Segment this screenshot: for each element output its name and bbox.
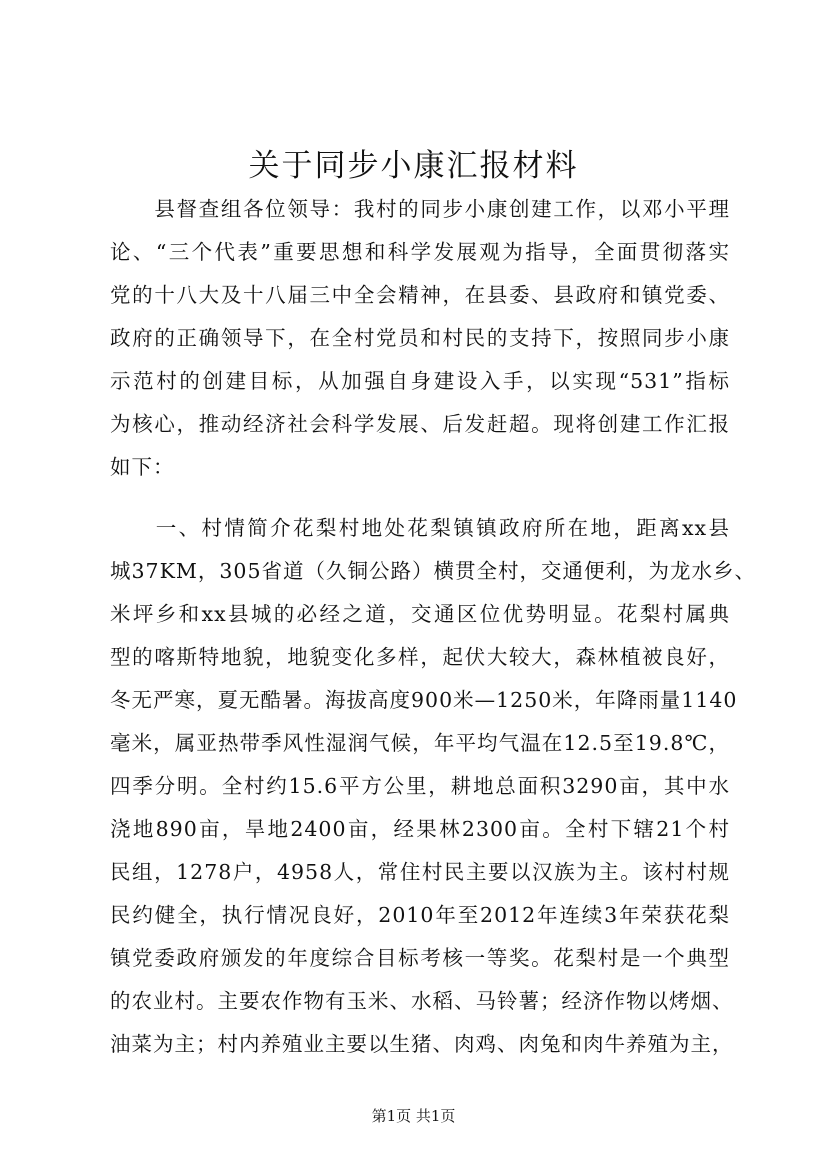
document-body	[110, 188, 757, 1066]
text-line: 民组，1278户，4958人，常住村民主要以汉族为主。该村村规	[110, 860, 730, 884]
text-line: 油菜为主；村内养殖业主要以生猪、肉鸡、肉兔和肉牛养殖为主，	[110, 1032, 734, 1056]
text-line: 为核心，推动经济社会科学发展、后发赶超。现将创建工作汇报	[110, 412, 730, 436]
text-line: 政府的正确领导下，在全村党员和村民的支持下，按照同步小康	[110, 326, 730, 350]
text-line: 一、村情简介花梨村地处花梨镇镇政府所在地，距离xx县	[110, 516, 730, 540]
text-line: 镇党委政府颁发的年度综合目标考核一等奖。花梨村是一个典型	[110, 946, 730, 970]
paragraph-gap	[110, 489, 730, 507]
page-number-footer: 第1页 共1页	[371, 1107, 456, 1125]
text-line: 如下：	[110, 455, 175, 479]
text-line: 示范村的创建目标，从加强自身建设入手，以实现“531”指标	[110, 369, 730, 393]
text-line: 论、“三个代表”重要思想和科学发展观为指导，全面贯彻落实	[110, 240, 730, 264]
text-line: 的农业村。主要农作物有玉米、水稻、马铃薯；经济作物以烤烟、	[110, 989, 734, 1013]
text-line: 党的十八大及十八届三中全会精神，在县委、县政府和镇党委、	[110, 283, 730, 307]
text-line: 浇地890亩，旱地2400亩，经果林2300亩。全村下辖21个村	[110, 817, 730, 841]
text-line: 米坪乡和xx县城的必经之道，交通区位优势明显。花梨村属典	[110, 602, 730, 626]
text-line: 四季分明。全村约15.6平方公里，耕地总面积3290亩，其中水	[110, 774, 730, 798]
document-title: 关于同步小康汇报材料	[248, 148, 579, 184]
text-line: 毫米，属亚热带季风性湿润气候，年平均气温在12.5至19.8℃，	[110, 731, 730, 755]
text-line: 城37KM，305省道（久铜公路）横贯全村，交通便利，为龙水乡、	[110, 559, 757, 583]
text-line: 型的喀斯特地貌，地貌变化多样，起伏大较大，森林植被良好，	[110, 645, 730, 669]
text-line: 冬无严寒，夏无酷暑。海拔高度900米—1250米，年降雨量1140	[110, 688, 738, 712]
text-line: 县督查组各位领导：我村的同步小康创建工作，以邓小平理	[110, 197, 730, 221]
text-line: 民约健全，执行情况良好，2010年至2012年连续3年荣获花梨	[110, 903, 730, 927]
